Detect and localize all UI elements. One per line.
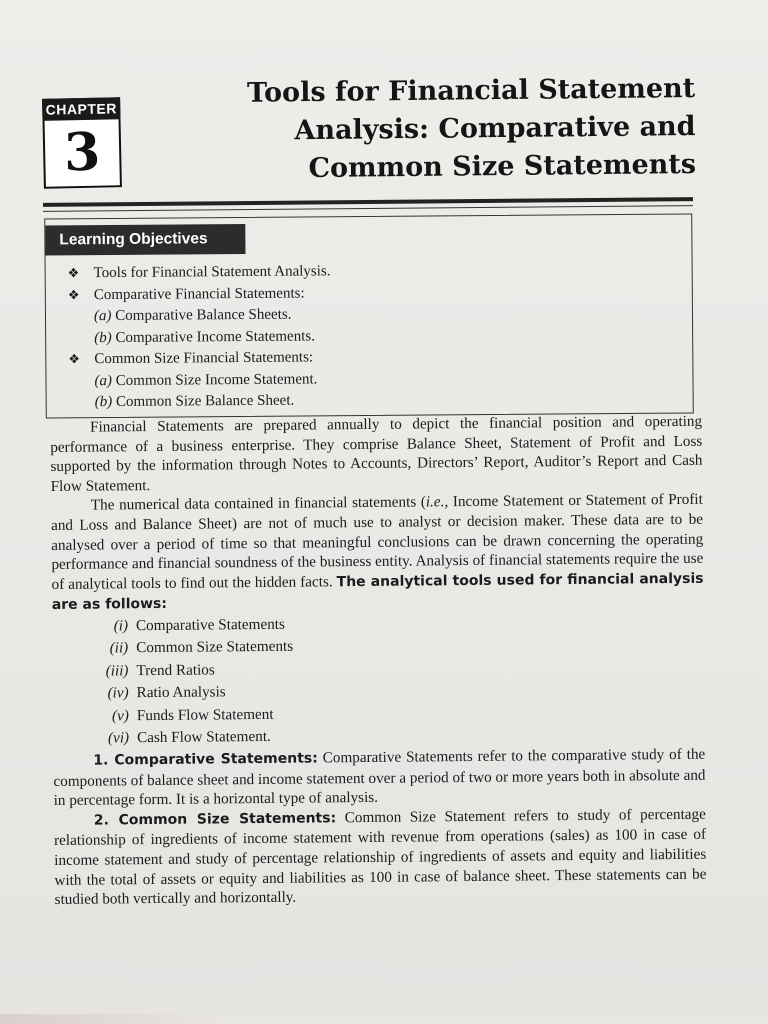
chapter-title-line-1: Tools for Financial Statement [246, 72, 696, 109]
diamond-bullet-icon: ❖ [67, 287, 80, 303]
title-rule-thin [43, 205, 693, 212]
paragraph-intro: Financial Statements are prepared annually to depict the financial position and operating performance of a business enterprise. They comprise Balance Sheet, Statement of Profit and Loss supported by the information through Notes to Accounts, Directors’ Report, Auditor’s Report and Cash Flow Statement. [50, 412, 703, 495]
paragraph-numerical-data: The numerical data contained in financial statements (i.e., Income Statement or Statement of Profit and Loss and Balance Sheet) are not of much use to analyst or decision maker. These data are to be analysed over a period of time so that meaningful conclusions can be drawn concerning the operating performance and financial soundness of the business entity. Analysis of financial statements require the use of analytical tools to find out the hidden facts. The analytical tools used for financial analysis are as follows: [50, 491, 704, 614]
chapter-title-line-3: Common Size Statements [308, 148, 697, 185]
tool-item: (vi) Cash Flow Statement. [107, 728, 271, 747]
chapter-number: 3 [63, 121, 101, 184]
tool-item: (iii) Trend Ratios [105, 661, 215, 680]
section-heading: 2. Common Size Statements: [93, 809, 337, 829]
objective-item: ❖ Common Size Financial Statements: [68, 345, 668, 371]
paragraph-common-size-statements: 2. Common Size Statements: Common Size Statement refers to study of percentage relationship of ingredients of income statement with revenue from operations (sales) as 100 in case of income statement and study of percentage relationship of ingredients of assets and equity and liabilities with the total of assets or equity and liabilities as 100 in case of balance sheet. These statements can be studied both vertically and horizontally. [53, 805, 707, 909]
paragraph-comparative-statements: 1. Comparative Statements: Comparative Statements refer to the comparative study of the components of balance sheet and income statement over a period of two or more years both in absolute and in percentage form. It is a horizontal type of analysis. [53, 745, 706, 810]
learning-objectives-box [44, 213, 694, 418]
body-text [50, 412, 707, 910]
tool-item: (v) Funds Flow Statement [111, 705, 274, 725]
page-edge [0, 1014, 768, 1024]
objective-item: ❖ Tools for Financial Statement Analysis. [68, 259, 668, 285]
learning-objectives-heading: Learning Objectives [45, 224, 245, 256]
chapter-badge [42, 97, 122, 189]
chapter-title-line-2: Analysis: Comparative and [294, 110, 696, 147]
objective-subitem: (b) Common Size Balance Sheet. [94, 392, 295, 411]
objective-subitem: (b) Comparative Income Statements. [94, 327, 315, 346]
objectives-list [68, 259, 669, 414]
tool-item: (i) Comparative Statements [113, 615, 285, 635]
section-heading: 1. Comparative Statements: [93, 750, 318, 769]
objective-subitem: (a) Common Size Income Statement. [94, 370, 318, 389]
diamond-bullet-icon: ❖ [68, 352, 81, 368]
diamond-bullet-icon: ❖ [67, 266, 80, 282]
analytical-tools-list [92, 610, 705, 751]
tool-item: (iv) Ratio Analysis [107, 683, 226, 702]
chapter-title [150, 70, 696, 190]
tool-item: (ii) Common Size Statements [109, 638, 294, 657]
objective-item: ❖ Comparative Financial Statements: [68, 280, 668, 306]
objective-subitem: (a) Comparative Balance Sheets. [93, 306, 292, 325]
chapter-label: CHAPTER [42, 97, 120, 121]
